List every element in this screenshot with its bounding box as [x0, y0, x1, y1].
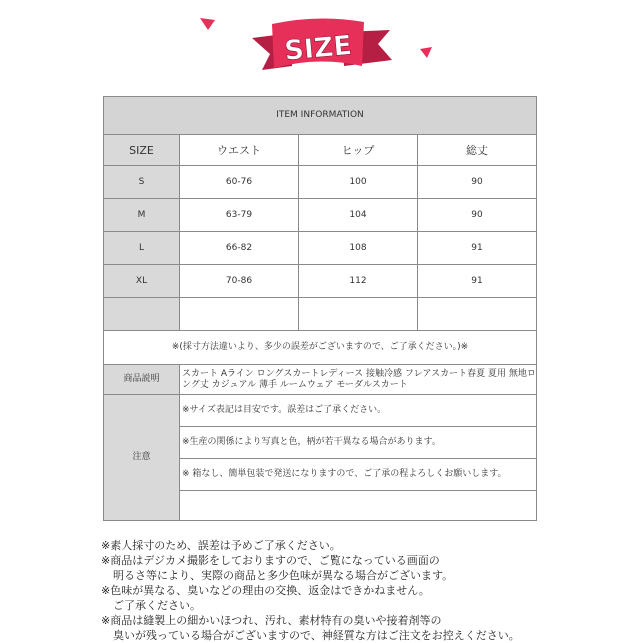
size-banner [0, 0, 640, 90]
footer-note: ※商品はデジカメ撮影をしておりますので、ご覧になっている画面の [101, 554, 440, 567]
table-caption: ITEM INFORMATION [104, 97, 537, 135]
waist-cell: 70-86 [180, 265, 299, 298]
footer-note: 臭いが残っている場合がございますので、神経質な方はご注文をお控えください。 [113, 629, 520, 642]
table-row [104, 265, 537, 298]
size-cell: S [104, 166, 180, 199]
notice-item: ※ 箱なし、簡単包装で発送になりますので、ご了承の程よろしくお願いします。 [180, 459, 537, 491]
length-cell: 90 [418, 166, 537, 199]
description-label: 商品説明 [104, 365, 180, 395]
item-information-table [103, 96, 537, 521]
footer-note: ご了承ください。 [113, 599, 201, 612]
notice-item: ※サイズ表記は目安です。誤差はご了承ください。 [180, 395, 537, 427]
table-row [104, 166, 537, 199]
left-triangle-icon [200, 18, 215, 30]
size-cell: XL [104, 265, 180, 298]
notice-item: ※生産の関係により写真と色，柄が若干異なる場合があります。 [180, 427, 537, 459]
footer-note: 明るさ等により、実際の商品と多少色味が異なる場合がございます。 [113, 569, 454, 582]
right-triangle-icon [420, 47, 432, 58]
column-header-length: 総丈 [418, 135, 537, 166]
length-cell: 91 [418, 265, 537, 298]
length-cell: 91 [418, 232, 537, 265]
table-row [104, 199, 537, 232]
waist-cell: 66-82 [180, 232, 299, 265]
notice-item [180, 491, 537, 521]
hip-cell: 104 [299, 199, 418, 232]
length-cell: 90 [418, 199, 537, 232]
column-header-waist: ウエスト [180, 135, 299, 166]
footer-note: ※色味が異なる、臭いなどの理由の交換、返金はできかねません。 [101, 584, 430, 597]
footer-note: ※商品は縫製上の細かいほつれ、汚れ、素材特有の臭いや接着剤等の [101, 614, 442, 627]
hip-cell: 100 [299, 166, 418, 199]
size-cell: L [104, 232, 180, 265]
footer-note: ※素人採寸のため、誤差は予めご了承ください。 [101, 539, 341, 552]
footer-notes [101, 538, 571, 643]
table-row [104, 232, 537, 265]
column-header-hip: ヒップ [299, 135, 418, 166]
empty-row [104, 298, 537, 331]
hip-cell: 108 [299, 232, 418, 265]
column-header-size: SIZE [104, 135, 180, 166]
notice-label: 注意 [104, 395, 180, 521]
size-banner-title: SIZE [283, 30, 354, 67]
size-cell: M [104, 199, 180, 232]
waist-cell: 63-79 [180, 199, 299, 232]
waist-cell: 60-76 [180, 166, 299, 199]
measurement-note: ※(採寸方法違いより、多少の誤差がございますので、ご了承ください。)※ [104, 331, 537, 365]
hip-cell: 112 [299, 265, 418, 298]
description-text: スカート Aライン ロングスカートレディース 接触冷感 フレアスカート春夏 夏用 無地ロング丈 カジュアル 薄手 ルームウェア モーダルスカート [180, 365, 537, 395]
